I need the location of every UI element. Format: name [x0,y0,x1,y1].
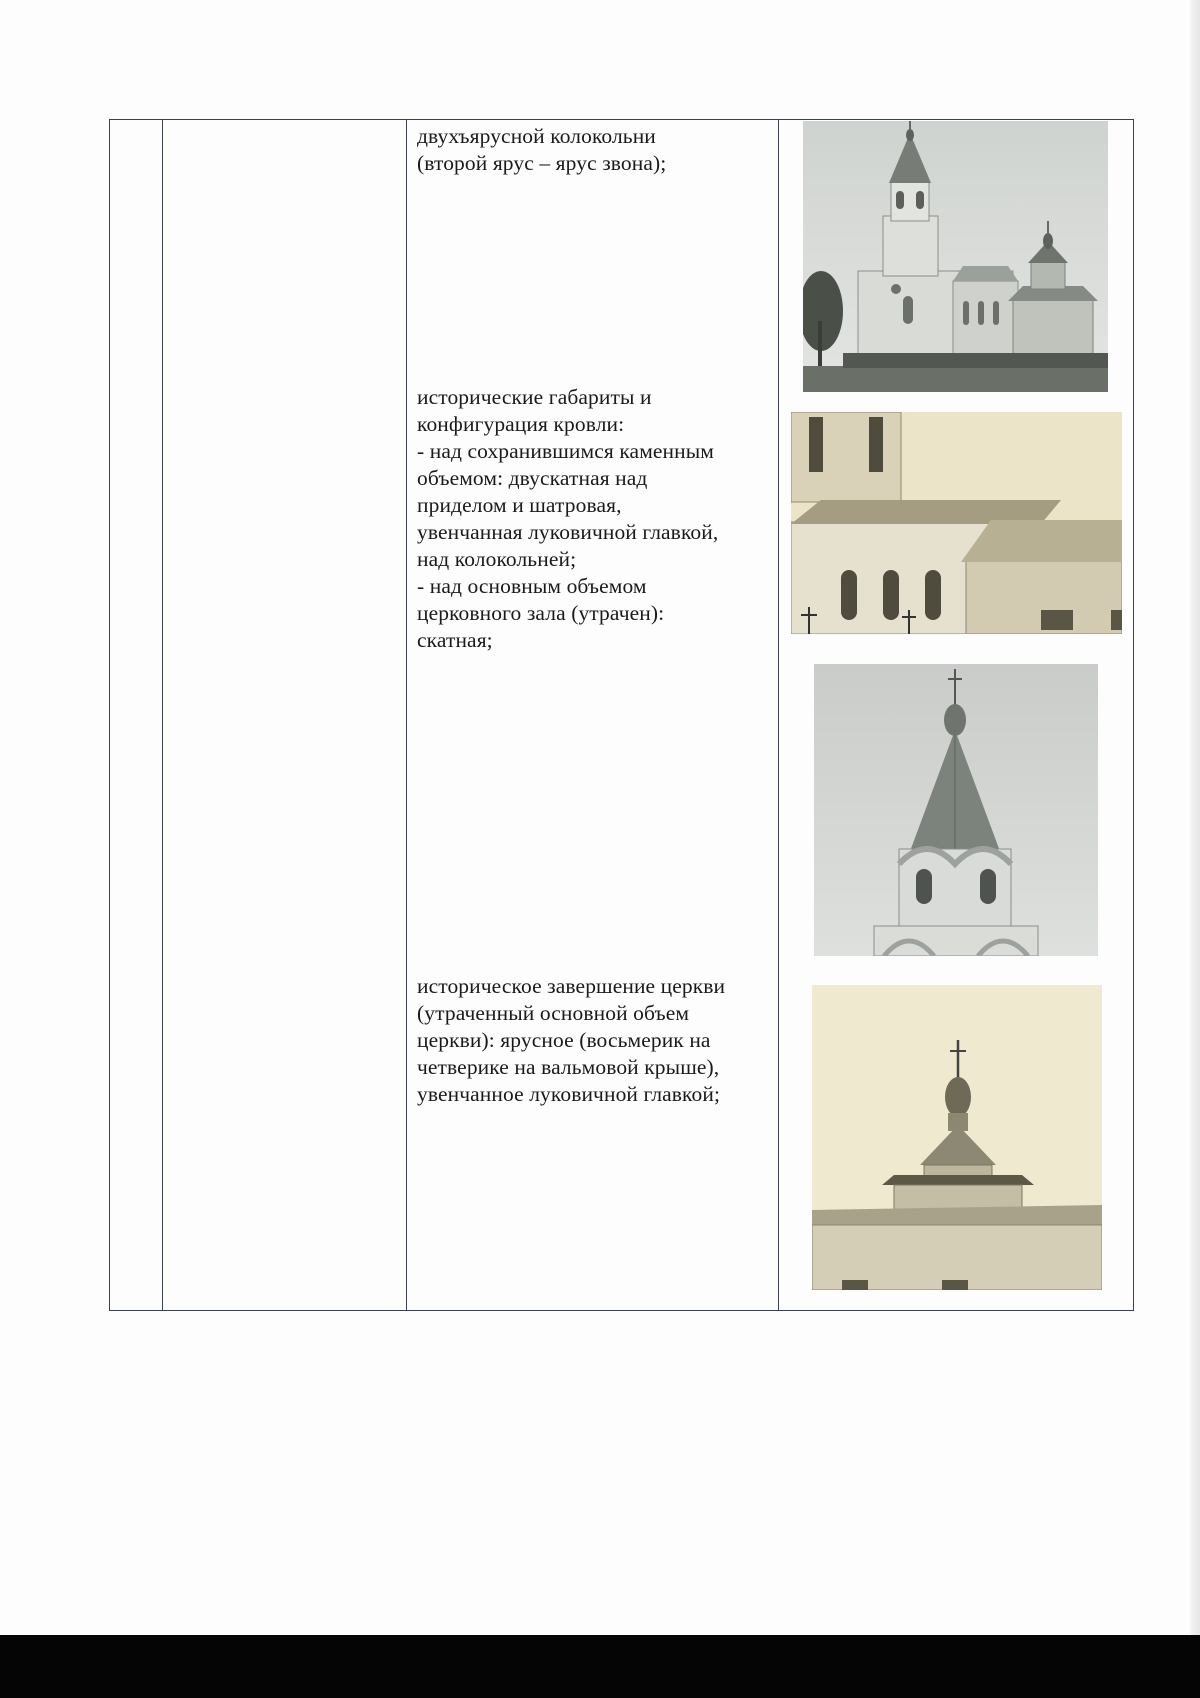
text-line: (второй ярус – ярус звона); [417,151,667,175]
scan-bottom-band [0,1635,1200,1698]
tented-bell-tower-photo [814,664,1098,956]
text-line: приделом и шатровая, [417,493,622,517]
text-line: - над основным объемом [417,574,647,598]
text-line: объемом: двускатная над [417,466,648,490]
text-line: двухъярусной колокольни [417,124,656,148]
onion-dome-completion-photo [812,985,1102,1290]
column-divider [406,120,407,1310]
church-completion-description [417,973,767,1108]
text-line: церкви): ярусное (восьмерик на [417,1028,711,1052]
roof-detail-photo [791,412,1122,634]
bell-tower-description [417,123,767,177]
roof-description [417,384,767,654]
text-line: (утраченный основной объем [417,1001,690,1025]
text-line: историческое завершение церкви [417,974,726,998]
text-line: увенчанное луковичной главкой; [417,1082,721,1106]
text-line: - над сохранившимся каменным [417,439,715,463]
text-line: скатная; [417,628,493,652]
text-line: конфигурация кровли: [417,412,625,436]
column-divider [778,120,779,1310]
scan-edge-shadow [1190,0,1200,1635]
text-line: исторические габариты и [417,385,652,409]
text-line: церковного зала (утрачен): [417,601,665,625]
text-line: над колокольней; [417,547,577,571]
church-with-bell-tower-photo [803,121,1108,392]
column-divider [162,120,163,1310]
text-line: четверике на вальмовой крыше), [417,1055,720,1079]
text-line: увенчанная луковичной главкой, [417,520,719,544]
